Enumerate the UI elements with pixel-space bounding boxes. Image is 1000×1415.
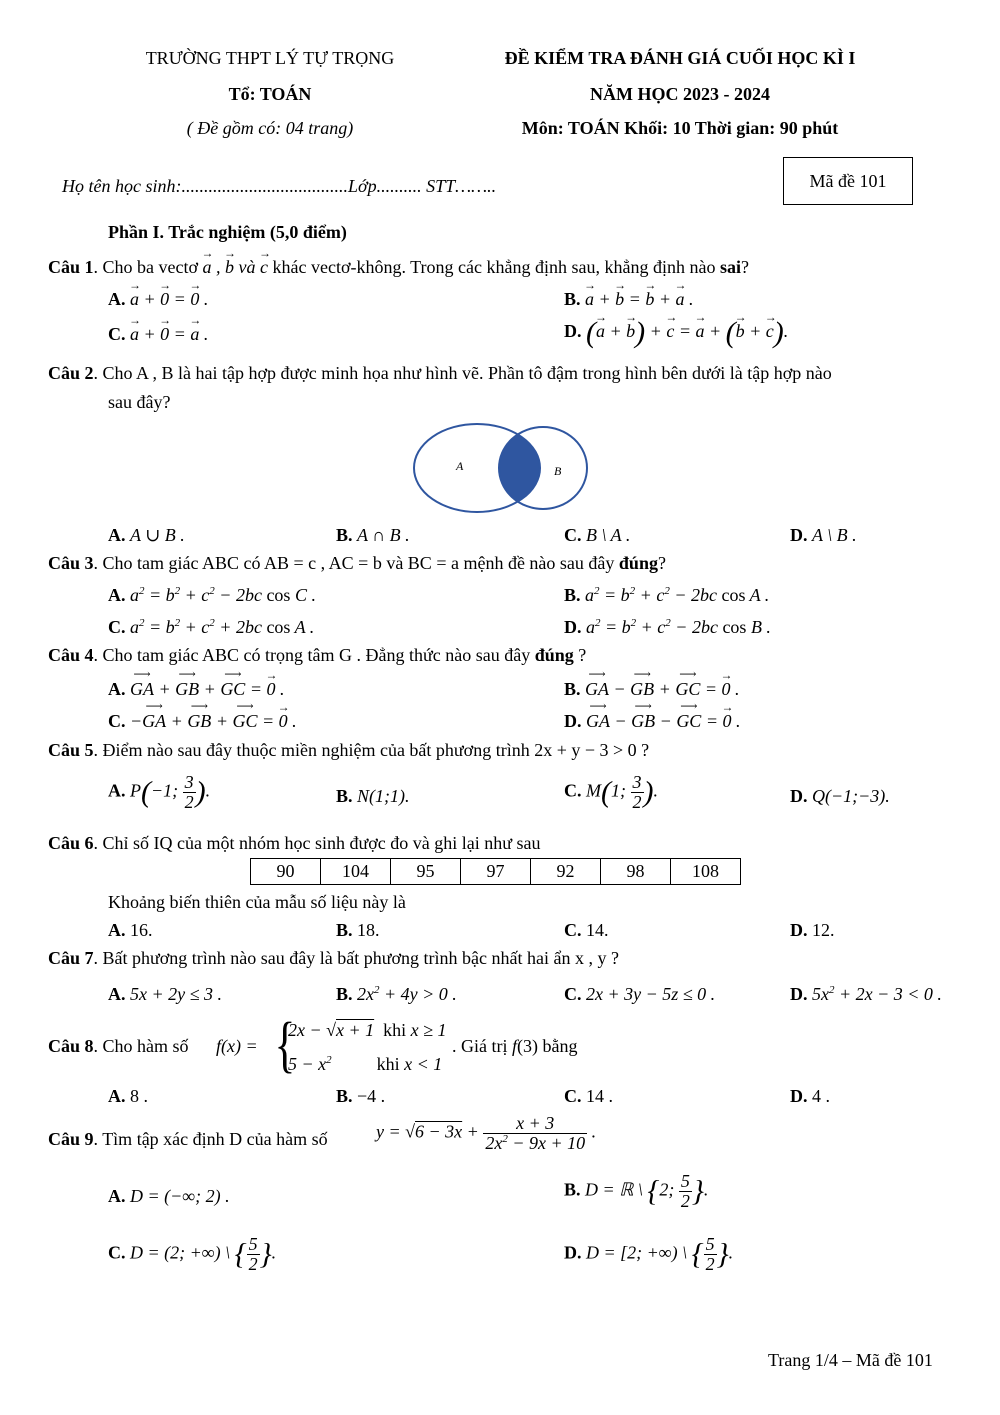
question-text: . Cho A , B là hai tập hợp được minh họa như hình vẽ. Phần tô đậm trong hình bên dưới là tập hợp nào (93, 363, 832, 383)
option-text: 12. (812, 920, 835, 940)
question-label: Câu 8 (48, 1036, 94, 1056)
school-name: TRƯỜNG THPT LÝ TỰ TRỌNG (145, 48, 395, 68)
piece-1: 2x − √x + 1 khi x ≥ 1 (288, 1020, 447, 1040)
q4-option-a[interactable]: A. ⟶ GA + ⟶ GB + ⟶ GC = → 0 . (108, 679, 284, 700)
q2-option-b[interactable] (336, 525, 410, 546)
question-text: . Cho tam giác ABC có trọng tâm G . Đẳng thức nào sau đây (93, 645, 535, 665)
option-letter: C. (564, 984, 582, 1004)
q3-option-a[interactable]: A. $a^2 = b^2 + c^2 - 2bc$ cos C . (108, 585, 316, 605)
option-letter: C. (564, 525, 582, 545)
option-letter: C. (564, 780, 582, 801)
question-text: . Điểm nào sau đây thuộc miền nghiệm của bất phương trình 2x + y − 3 > 0 ? (93, 740, 650, 760)
question-text: . Tìm tập xác định D của hàm số (93, 1129, 328, 1149)
question-label: Câu 2 (48, 363, 94, 383)
subject-info: Môn: TOÁN Khối: 10 Thời gian: 90 phút (521, 118, 839, 138)
option-letter: D. (790, 525, 808, 545)
q8-option-d[interactable] (790, 1086, 830, 1107)
option-text: B \ A . (586, 525, 631, 545)
table-row (251, 859, 741, 885)
page-count: ( Đề gồm có: 04 trang) (186, 118, 354, 138)
option-text: 18. (357, 920, 380, 940)
option-letter: A. (108, 920, 126, 940)
function-name: f(x) = (216, 1036, 258, 1056)
option-letter: A. (108, 525, 126, 545)
option-text: A ∪ B . (130, 525, 185, 545)
question-text: . Cho hàm số (93, 1036, 189, 1056)
option-text: 4 . (812, 1086, 830, 1106)
option-letter: A. (108, 780, 126, 801)
option-letter: D. (790, 786, 808, 806)
option-letter: B. (336, 920, 353, 940)
option-letter: B. (336, 786, 353, 806)
question-end: ? (573, 645, 587, 665)
question-4 (48, 645, 586, 666)
option-letter: D. (564, 1242, 582, 1263)
option-text: A ∩ B . (357, 525, 410, 545)
q8-option-c[interactable] (564, 1086, 613, 1107)
option-letter: D. (564, 617, 582, 637)
q2-option-d[interactable] (790, 525, 857, 546)
option-letter: C. (564, 920, 582, 940)
q5-option-d[interactable]: D. Q(−1;−3). (790, 786, 890, 806)
part-title: Phần I. Trắc nghiệm (5,0 điểm) (108, 222, 347, 242)
question-text: . Cho tam giác ABC có AB = c , AC = b và BC = a mệnh đề nào sau đây (93, 553, 619, 573)
option-letter: A. (108, 585, 126, 605)
q4-option-c[interactable]: C. −⟶ GA + ⟶ GB + ⟶ GC = → 0 . (108, 711, 297, 732)
option-letter: A. (108, 984, 126, 1004)
question-label: Câu 1 (48, 257, 94, 277)
option-text: 14. (586, 920, 609, 940)
question-end: ? (740, 257, 749, 277)
option-letter: B. (336, 1086, 353, 1106)
vector-list: → a , → b và → c (203, 257, 273, 277)
question-8-cont: . Giá trị f(3) bằng (452, 1036, 578, 1056)
question-label: Câu 7 (48, 948, 94, 968)
option-letter: D. (564, 711, 582, 731)
q9-option-a[interactable]: A. D = (−∞; 2) . (108, 1186, 230, 1206)
q6-option-b[interactable] (336, 920, 380, 941)
table-cell: 95 (391, 859, 461, 885)
exam-code: Mã đề 101 (809, 170, 887, 191)
table-cell: 104 (321, 859, 391, 885)
q5-option-b[interactable]: B. N(1;1). (336, 786, 410, 806)
table-cell: 90 (251, 859, 321, 885)
q7-option-d[interactable]: D. $5x^2 + 2x - 3 < 0$ . (790, 984, 942, 1004)
option-letter: D. (790, 920, 808, 940)
question-9 (48, 1129, 328, 1150)
option-letter: D. (790, 1086, 808, 1106)
venn-label-b: B (554, 464, 562, 478)
q2-option-c[interactable] (564, 525, 630, 546)
option-letter: C. (108, 711, 126, 731)
q1-option-d[interactable]: D. (→ a + → b) + → c = → a + (→ b + → c). (564, 318, 788, 348)
question-6 (48, 833, 541, 854)
school-year: NĂM HỌC 2023 - 2024 (590, 84, 770, 104)
venn-diagram (410, 420, 595, 520)
q6-option-a[interactable] (108, 920, 153, 941)
question-text: . Cho ba vectơ (93, 257, 203, 277)
q6-option-c[interactable] (564, 920, 609, 941)
question-5 (48, 740, 649, 761)
q1-option-c[interactable]: C. → a + → 0 = → a . (108, 324, 208, 345)
q4-option-d[interactable]: D. ⟶ GA − ⟶ GB − ⟶ GC = → 0 . (564, 711, 740, 732)
table-cell: 98 (601, 859, 671, 885)
q8-option-b[interactable] (336, 1086, 385, 1107)
question-text-2: . Giá trị (452, 1036, 512, 1056)
question-text-2: khác vectơ-không. Trong các khẳng định sau, khẳng định nào (272, 257, 720, 277)
option-text: 14 . (586, 1086, 613, 1106)
question-text: . Chỉ số IQ của một nhóm học sinh được đo và ghi lại như sau (93, 833, 541, 853)
option-letter: A. (108, 289, 126, 309)
q3-option-b[interactable]: B. $a^2 = b^2 + c^2 - 2bc$ cos A . (564, 585, 770, 605)
question-label: Câu 4 (48, 645, 94, 665)
table-cell: 97 (461, 859, 531, 885)
option-letter: B. (336, 525, 353, 545)
question-6-cont: Khoảng biến thiên của mẫu số liệu này là (108, 892, 406, 912)
question-3 (48, 553, 666, 574)
option-letter: B. (336, 984, 353, 1004)
option-text: 8 . (130, 1086, 148, 1106)
question-label: Câu 9 (48, 1129, 94, 1149)
q7-option-c[interactable]: C. 2x + 3y − 5z ≤ 0 . (564, 984, 716, 1004)
q5-option-a[interactable]: A. P(−1; $\frac{3}{2}$ ). (108, 772, 211, 812)
exam-title: ĐỀ KIỂM TRA ĐÁNH GIÁ CUỐI HỌC KÌ I (504, 48, 856, 68)
table-cell: 92 (531, 859, 601, 885)
q7-option-a[interactable]: A. 5x + 2y ≤ 3 . (108, 984, 223, 1004)
question-7 (48, 948, 619, 969)
option-letter: C. (108, 1242, 126, 1263)
question-text-3: bằng (538, 1036, 578, 1056)
option-letter: B. (564, 1179, 581, 1200)
student-line: Họ tên học sinh:.....................................Lớp.......... STT…….. (62, 176, 497, 196)
question-2-cont: sau đây? (108, 392, 171, 412)
group-name: Tổ: TOÁN (228, 84, 312, 104)
question-text: . Bất phương trình nào sau đây là bất phương trình bậc nhất hai ẩn x , y ? (93, 948, 619, 968)
option-letter: B. (564, 289, 581, 309)
q3-option-d[interactable]: D. $a^2 = b^2 + c^2 - 2bc$ cos B . (564, 617, 771, 637)
piece-2: $5 - x^2$ khi x < 1 (288, 1054, 443, 1074)
option-letter: C. (108, 324, 126, 344)
q9-option-d[interactable]: D. D = [2; +∞) \ { $\frac{5}{2}$ }. (564, 1234, 734, 1274)
q1-option-b[interactable]: B. → a + → b = → b + → a . (564, 289, 693, 310)
option-text: A \ B . (812, 525, 857, 545)
q5-option-c[interactable]: C. M(1; $\frac{3}{2}$ ). (564, 772, 658, 812)
option-letter: C. (108, 617, 126, 637)
venn-label-a: A (456, 459, 464, 473)
q8-option-a[interactable] (108, 1086, 148, 1107)
q7-option-b[interactable]: B. $2x^2 + 4y > 0$ . (336, 984, 457, 1004)
exam-code-box (783, 157, 913, 205)
q3-option-c[interactable]: C. $a^2 = b^2 + c^2 + 2bc$ cos A . (108, 617, 315, 637)
question-end: ? (657, 553, 666, 573)
option-letter: C. (564, 1086, 582, 1106)
question-8 (48, 1036, 189, 1057)
q4-option-b[interactable]: B. ⟶ GA − ⟶ GB + ⟶ GC = → 0 . (564, 679, 740, 700)
option-letter: B. (564, 585, 581, 605)
option-letter: D. (564, 321, 582, 342)
option-letter: A. (108, 679, 126, 699)
q9-option-b[interactable]: B. D = ℝ \ {2; $\frac{5}{2}$ }. (564, 1171, 709, 1211)
question-emphasis: đúng (534, 645, 574, 665)
option-text: −4 . (357, 1086, 386, 1106)
q9-function: y = √6 − 3x + $\frac{x + 3}{2x^2 - 9x + 10}$ . (376, 1113, 597, 1153)
option-letter: A. (108, 1186, 126, 1206)
q6-option-d[interactable] (790, 920, 835, 941)
table-cell: 108 (671, 859, 741, 885)
question-2 (48, 363, 832, 384)
option-letter: B. (564, 679, 581, 699)
brace: { (274, 1011, 296, 1079)
q2-option-a[interactable] (108, 525, 185, 546)
iq-table (250, 858, 741, 885)
q9-option-c[interactable]: C. D = (2; +∞) \ { $\frac{5}{2}$ }. (108, 1234, 277, 1274)
q1-option-a[interactable]: A. → a + → 0 = → 0 . (108, 289, 208, 310)
option-letter: D. (790, 984, 808, 1004)
question-emphasis: sai (719, 257, 741, 277)
question-1 (48, 257, 749, 278)
option-text: 16. (130, 920, 153, 940)
question-label: Câu 5 (48, 740, 94, 760)
option-letter: A. (108, 1086, 126, 1106)
page-footer: Trang 1/4 – Mã đề 101 (768, 1350, 933, 1370)
question-label: Câu 6 (48, 833, 94, 853)
question-label: Câu 3 (48, 553, 94, 573)
question-emphasis: đúng (618, 553, 658, 573)
